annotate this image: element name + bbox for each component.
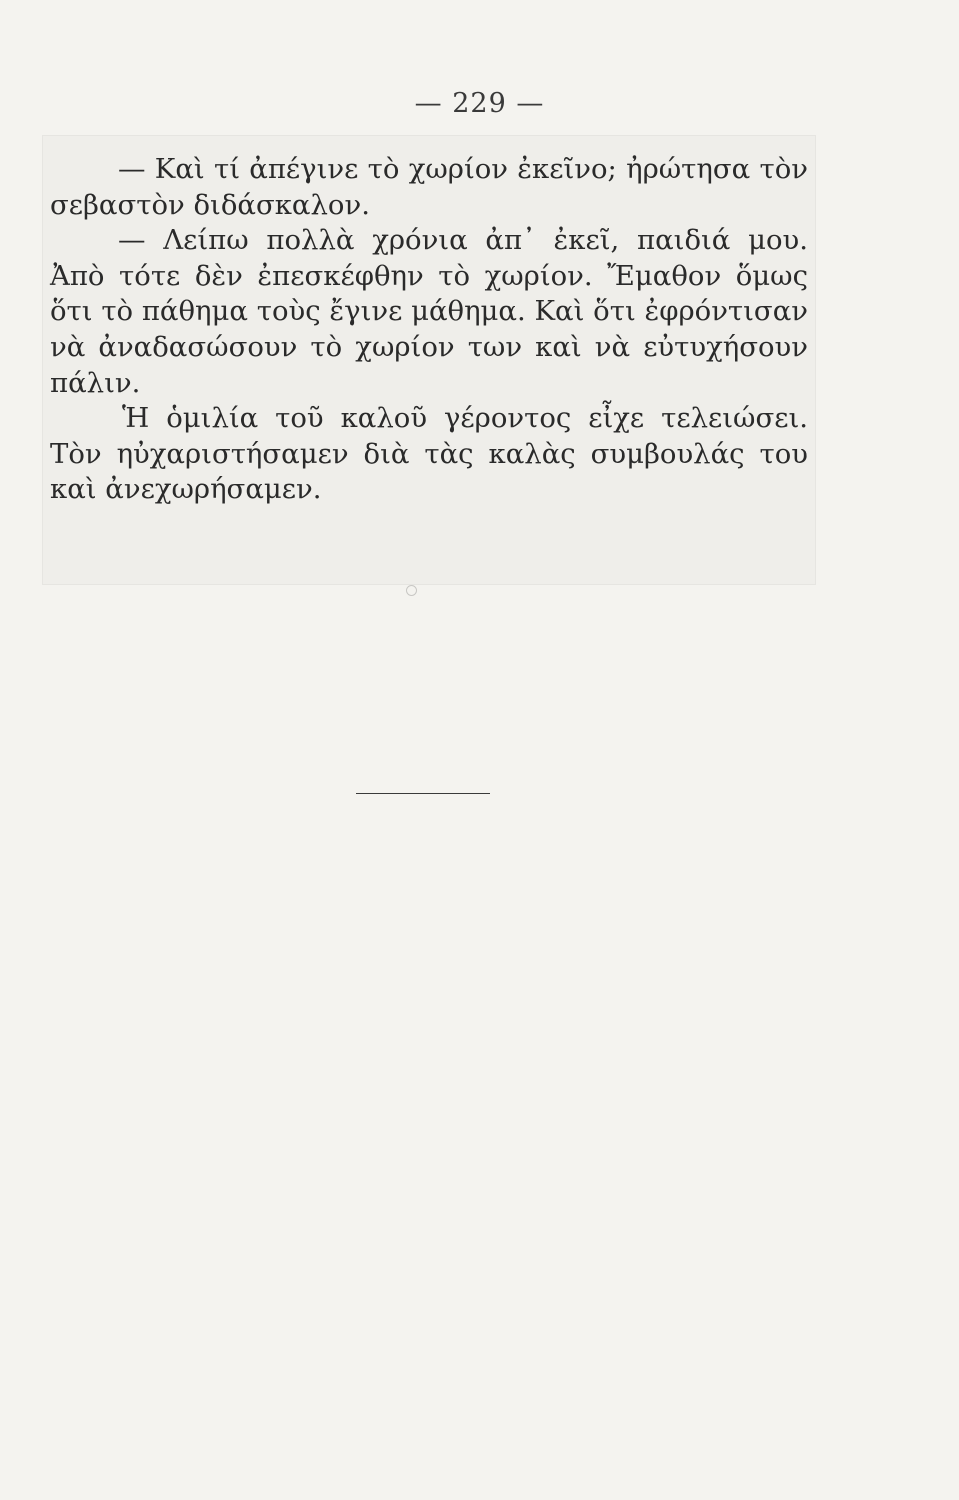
body-text <box>50 152 808 508</box>
ink-smudge <box>406 585 417 596</box>
page-number: — 229 — <box>414 88 545 119</box>
section-end-rule <box>356 793 490 794</box>
paragraph-closing: Ἡ ὁμιλία τοῦ καλοῦ γέροντος εἶχε τελειώσει. Τὸν ηὐχαριστήσαμεν διὰ τὰς καλὰς συμβουλάς του καὶ ἀνεχωρήσαμεν. <box>50 402 808 506</box>
paragraph-question: — Καὶ τί ἀπέγινε τὸ χωρίον ἐκεῖνο; ἠρώτησα τὸν σεβαστὸν διδάσκαλον. <box>50 153 808 221</box>
paragraph-answer: — Λείπω πολλὰ χρόνια ἀπ᾽ ἐκεῖ, παιδιά μου. Ἀπὸ τότε δὲν ἐπεσκέφθην τὸ χωρίον. Ἔμαθον ὅμως ὅτι τὸ πάθημα τοὺς ἔγινε μάθημα. Καὶ ὅτι ἐφρόντισαν νὰ ἀναδασώσουν τὸ χωρίον των καὶ νὰ εὐτυχήσουν πάλιν. <box>50 224 808 399</box>
